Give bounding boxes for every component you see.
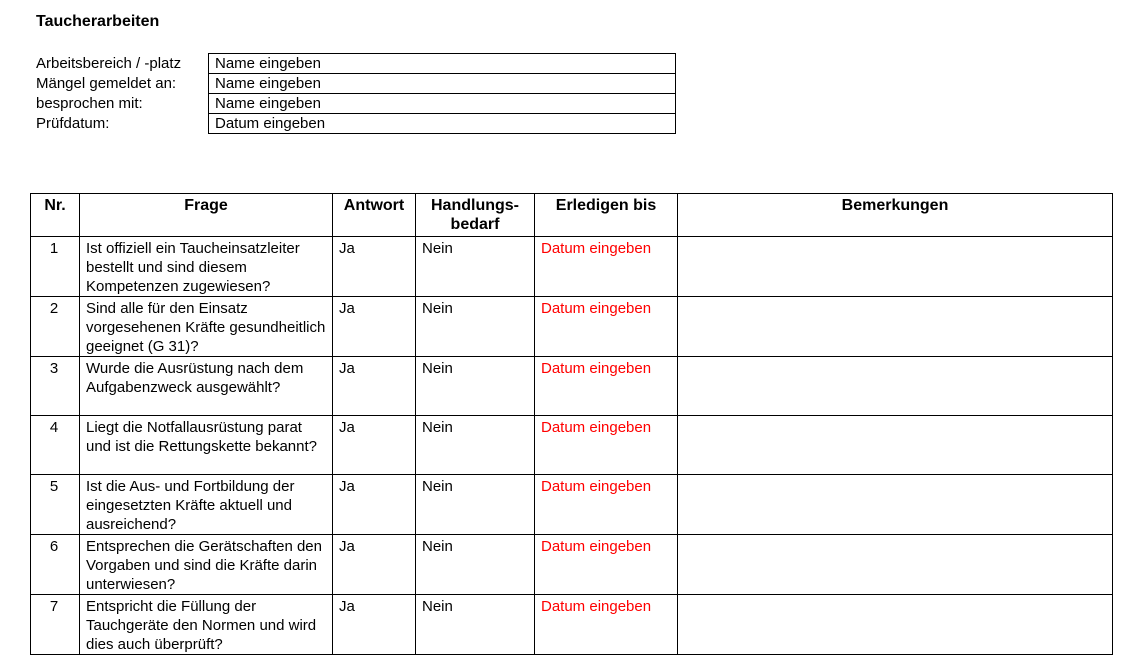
- cell-frage: Ist offiziell ein Taucheinsatzleiter bestellt und sind diesem Kompetenzen zugewiesen?: [80, 237, 333, 297]
- cell-nr: 2: [31, 297, 80, 357]
- cell-bemerkungen[interactable]: [678, 416, 1113, 475]
- cell-handlungsbedarf[interactable]: Nein: [416, 297, 535, 357]
- cell-handlungsbedarf[interactable]: Nein: [416, 535, 535, 595]
- cell-handlungsbedarf[interactable]: Nein: [416, 595, 535, 655]
- table-row: [31, 237, 1113, 297]
- cell-antwort[interactable]: Ja: [333, 357, 416, 416]
- pruefdatum-field[interactable]: Datum eingeben: [209, 114, 676, 134]
- cell-bemerkungen[interactable]: [678, 357, 1113, 416]
- cell-bemerkungen[interactable]: [678, 237, 1113, 297]
- page-title: Taucherarbeiten: [36, 13, 160, 30]
- meta-table: [36, 53, 676, 134]
- cell-antwort[interactable]: Ja: [333, 595, 416, 655]
- cell-nr: 4: [31, 416, 80, 475]
- table-row: [31, 357, 1113, 416]
- cell-frage: Entspricht die Füllung der Tauchgeräte den Normen und wird dies auch überprüft?: [80, 595, 333, 655]
- header-frage: Frage: [80, 194, 333, 237]
- maengel-label: Mängel gemeldet an:: [36, 74, 177, 92]
- cell-handlungsbedarf[interactable]: Nein: [416, 357, 535, 416]
- cell-nr: 5: [31, 475, 80, 535]
- meta-row-maengel: [36, 74, 676, 94]
- cell-nr: 3: [31, 357, 80, 416]
- cell-handlungsbedarf[interactable]: Nein: [416, 237, 535, 297]
- cell-bemerkungen[interactable]: [678, 297, 1113, 357]
- cell-erledigen-bis[interactable]: Datum eingeben: [535, 475, 678, 535]
- cell-handlungsbedarf[interactable]: Nein: [416, 416, 535, 475]
- cell-erledigen-bis[interactable]: Datum eingeben: [535, 297, 678, 357]
- table-row: [31, 535, 1113, 595]
- pruefdatum-label: Prüfdatum:: [36, 114, 110, 132]
- cell-nr: 1: [31, 237, 80, 297]
- cell-frage: Liegt die Notfallausrüstung parat und ist die Rettungskette bekannt?: [80, 416, 333, 475]
- cell-antwort[interactable]: Ja: [333, 416, 416, 475]
- header-bemerkungen: Bemerkungen: [678, 194, 1113, 237]
- cell-frage: Entsprechen die Gerätschaften den Vorgaben und sind die Kräfte darin unterwiesen?: [80, 535, 333, 595]
- cell-nr: 7: [31, 595, 80, 655]
- header-handlungsbedarf: Handlungs- bedarf: [416, 194, 535, 237]
- cell-antwort[interactable]: Ja: [333, 475, 416, 535]
- cell-erledigen-bis[interactable]: Datum eingeben: [535, 237, 678, 297]
- meta-row-pruefdatum: [36, 114, 676, 134]
- meta-row-arbeitsbereich: [36, 54, 676, 74]
- cell-bemerkungen[interactable]: [678, 595, 1113, 655]
- cell-erledigen-bis[interactable]: Datum eingeben: [535, 595, 678, 655]
- checklist-table: [30, 193, 1113, 655]
- cell-antwort[interactable]: Ja: [333, 237, 416, 297]
- table-row: [31, 297, 1113, 357]
- besprochen-label: besprochen mit:: [36, 94, 143, 112]
- table-row: [31, 416, 1113, 475]
- cell-bemerkungen[interactable]: [678, 535, 1113, 595]
- cell-erledigen-bis[interactable]: Datum eingeben: [535, 535, 678, 595]
- table-header-row: [31, 194, 1113, 237]
- arbeitsbereich-label: Arbeitsbereich / -platz: [36, 54, 182, 72]
- besprochen-field[interactable]: Name eingeben: [209, 94, 676, 114]
- header-antwort: Antwort: [333, 194, 416, 237]
- cell-bemerkungen[interactable]: [678, 475, 1113, 535]
- cell-nr: 6: [31, 535, 80, 595]
- meta-row-besprochen: [36, 94, 676, 114]
- cell-erledigen-bis[interactable]: Datum eingeben: [535, 357, 678, 416]
- cell-antwort[interactable]: Ja: [333, 297, 416, 357]
- cell-handlungsbedarf[interactable]: Nein: [416, 475, 535, 535]
- header-erledigen-bis: Erledigen bis: [535, 194, 678, 237]
- maengel-field[interactable]: Name eingeben: [209, 74, 676, 94]
- cell-frage: Ist die Aus- und Fortbildung der eingesetzten Kräfte aktuell und ausreichend?: [80, 475, 333, 535]
- cell-frage: Sind alle für den Einsatz vorgesehenen Kräfte gesundheitlich geeignet (G 31)?: [80, 297, 333, 357]
- table-row: [31, 475, 1113, 535]
- cell-frage: Wurde die Ausrüstung nach dem Aufgabenzweck ausgewählt?: [80, 357, 333, 416]
- header-nr: Nr.: [31, 194, 80, 237]
- arbeitsbereich-field[interactable]: Name eingeben: [209, 54, 676, 74]
- table-row: [31, 595, 1113, 655]
- cell-antwort[interactable]: Ja: [333, 535, 416, 595]
- cell-erledigen-bis[interactable]: Datum eingeben: [535, 416, 678, 475]
